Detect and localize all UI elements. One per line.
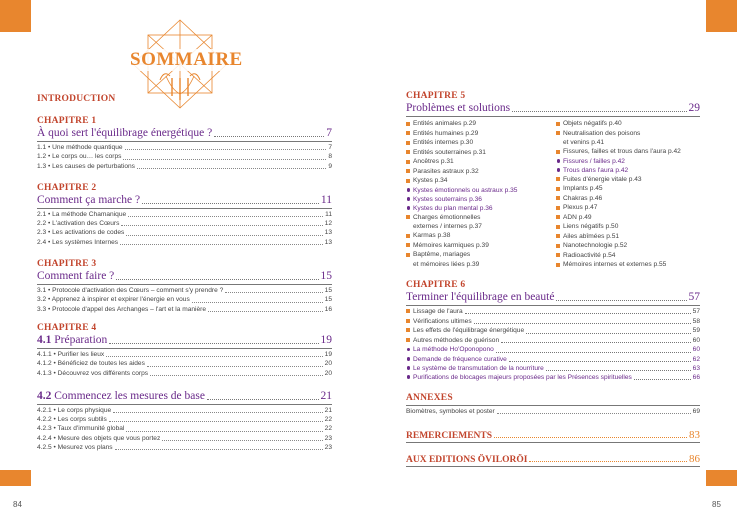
chapter-2	[37, 183, 332, 247]
toc-item[interactable]: 4.2.2 • Les corps subtils 22	[37, 416, 332, 424]
chapter-label: CHAPITRE 1	[37, 116, 97, 126]
square-bullet-icon	[406, 160, 410, 164]
square-bullet-icon	[406, 253, 410, 257]
toc-item[interactable]: Les effets de l'équilibrage énergétique 59	[406, 326, 700, 336]
section-title[interactable]: 4.1 Préparation 19	[37, 333, 332, 346]
divider	[37, 284, 332, 285]
divider	[37, 348, 332, 349]
dot-bullet-icon	[557, 168, 561, 172]
dot-bullet-icon	[557, 159, 561, 163]
square-bullet-icon	[556, 131, 560, 135]
topic-item[interactable]: et venins p.41	[563, 139, 605, 146]
chapter-6-title[interactable]: Terminer l'équilibrage en beauté 57	[406, 290, 700, 303]
toc-item[interactable]: 2.3 • Les activations de codes 13	[37, 229, 332, 237]
topic-item[interactable]: Entités internes p.30	[406, 138, 556, 148]
section-4.2	[37, 390, 332, 452]
toc-item[interactable]: 4.2.4 • Mesure des objets que vous portez 23	[37, 434, 332, 442]
toc-item[interactable]: 4.2.3 • Taux d'immunité global 22	[37, 425, 332, 433]
square-bullet-icon	[406, 131, 410, 135]
square-bullet-icon	[406, 234, 410, 238]
topic-item[interactable]: Entités souterraines p.31	[406, 148, 556, 158]
topic-item[interactable]: ADN p.49	[556, 213, 700, 223]
divider	[37, 404, 332, 405]
topic-item[interactable]: Radioactivité p.54	[556, 251, 700, 261]
square-bullet-icon	[406, 150, 410, 154]
corner-tab-top-left	[0, 0, 31, 32]
square-bullet-icon	[556, 263, 560, 267]
editions-entry[interactable]: AUX EDITIONS ÖVILORÖI 86	[406, 453, 700, 466]
toc-item[interactable]: Purifications de blocages majeurs proposées par les Présences spirituelles 66	[406, 373, 700, 382]
chapter-label: CHAPITRE 3	[37, 259, 97, 270]
square-bullet-icon	[406, 328, 410, 332]
topic-item[interactable]: Mémoires internes et externes p.55	[556, 260, 700, 270]
toc-item[interactable]: Lissage de l'aura 57	[406, 307, 700, 317]
topic-item[interactable]: Charges émotionnelles	[406, 213, 556, 223]
toc-item[interactable]: Le système de transmutation de la nourriture 63	[406, 364, 700, 373]
topic-item[interactable]: Parasites astraux p.32	[406, 167, 556, 177]
toc-item[interactable]: 3.3 • Protocole d'appel des Archanges – l'art et la manière 16	[37, 305, 332, 313]
square-bullet-icon	[406, 319, 410, 323]
toc-item[interactable]: 1.2 • Le corps ou… les corps 8	[37, 153, 332, 161]
dot-bullet-icon	[407, 188, 411, 192]
chapter-4	[37, 323, 332, 452]
square-bullet-icon	[406, 169, 410, 173]
topic-item[interactable]: Fissures, failles et trous dans l'aura p.42	[556, 147, 700, 157]
divider	[37, 208, 332, 209]
topic-item[interactable]: Baptême, mariages	[406, 250, 556, 260]
page-number-right: 85	[712, 500, 721, 509]
left-toc	[37, 116, 332, 452]
topic-item[interactable]: Liens négatifs p.50	[556, 222, 700, 232]
toc-item[interactable]: 4.1.2 • Bénéficiez de toutes les aides 20	[37, 360, 332, 368]
topic-item[interactable]: Implants p.45	[556, 184, 700, 194]
toc-item[interactable]: La méthode Ho'Oponopono 60	[406, 345, 700, 354]
right-toc	[406, 91, 700, 468]
toc-item[interactable]: 4.2.5 • Mesurez vos plans 23	[37, 444, 332, 452]
corner-tab-bottom-left	[0, 470, 31, 486]
topic-item[interactable]: Trous dans l'aura p.42	[556, 166, 700, 175]
square-bullet-icon	[556, 215, 560, 219]
topic-item[interactable]: Fissures / failles p.42	[556, 157, 700, 166]
annexes-label: ANNEXES	[406, 393, 453, 404]
chapter-5-title[interactable]: Problèmes et solutions 29	[406, 102, 700, 114]
dot-bullet-icon	[407, 366, 411, 370]
square-bullet-icon	[556, 225, 560, 229]
sommaire-logo	[130, 18, 243, 110]
chapter-label: CHAPITRE 2	[37, 182, 97, 193]
square-bullet-icon	[556, 244, 560, 248]
chapter-5-label: CHAPITRE 5	[406, 91, 466, 101]
square-bullet-icon	[556, 150, 560, 154]
chapter-5-topics	[406, 119, 700, 270]
square-bullet-icon	[556, 206, 560, 210]
divider	[406, 442, 700, 443]
annexes	[406, 393, 700, 416]
topic-item[interactable]: Entités animales p.29	[406, 119, 556, 129]
topic-item[interactable]: Kystes du plan mental p.36	[406, 204, 556, 213]
chapter-title[interactable]: Comment ça marche ? 11	[37, 193, 332, 206]
introduction-heading[interactable]: INTRODUCTION	[37, 94, 116, 104]
toc-item[interactable]: Autres méthodes de guérison 60	[406, 336, 700, 346]
square-bullet-icon	[406, 243, 410, 247]
dot-bullet-icon	[407, 348, 411, 352]
toc-item[interactable]: 2.4 • Les systèmes Internes 13	[37, 238, 332, 246]
square-bullet-icon	[406, 215, 410, 219]
toc-item[interactable]: 1.1 • Une méthode quantique 7	[37, 144, 332, 151]
dot-bullet-icon	[407, 197, 411, 201]
chapter-title[interactable]: Comment faire ? 15	[37, 270, 332, 283]
topic-item[interactable]: Plexus p.47	[556, 203, 700, 213]
divider	[37, 141, 332, 142]
chapter-4-label: CHAPITRE 4	[37, 322, 97, 333]
topic-item[interactable]: Neutralisation des poisons	[556, 129, 700, 139]
toc-item[interactable]: 1.3 • Les causes de perturbations 9	[37, 162, 332, 170]
divider	[406, 466, 700, 467]
toc-item[interactable]: 3.2 • Apprenez à inspirer et expirer l'énergie en vous 15	[37, 296, 332, 304]
topic-item[interactable]: Nanotechnologie p.52	[556, 241, 700, 251]
toc-item[interactable]: Vérifications ultimes 58	[406, 316, 700, 326]
square-bullet-icon	[406, 338, 410, 342]
remerciements-entry[interactable]: REMERCIEMENTS 83	[406, 429, 700, 442]
square-bullet-icon	[406, 141, 410, 145]
topic-item[interactable]: Mémoires karmiques p.39	[406, 241, 556, 251]
divider	[406, 116, 700, 117]
topic-item[interactable]: Fuites d'énergie vitale p.43	[556, 175, 700, 185]
square-bullet-icon	[556, 196, 560, 200]
square-bullet-icon	[556, 177, 560, 181]
toc-item[interactable]: 2.1 • La méthode Chamanique 11	[37, 210, 332, 218]
square-bullet-icon	[556, 234, 560, 238]
toc-item[interactable]: 4.1.1 • Purifier les lieux 19	[37, 350, 332, 358]
chapter-6-label: CHAPITRE 6	[406, 279, 466, 290]
square-bullet-icon	[556, 187, 560, 191]
topic-item[interactable]: Chakras p.46	[556, 194, 700, 204]
section-title[interactable]: 4.2 Commencez les mesures de base 21	[37, 389, 332, 402]
dot-bullet-icon	[407, 357, 411, 361]
toc-item[interactable]: Demande de fréquence curative 62	[406, 355, 700, 364]
square-bullet-icon	[556, 253, 560, 257]
topic-item[interactable]: et mémoires liées p.39	[413, 260, 480, 268]
chapter-3	[37, 259, 332, 314]
topic-item[interactable]: Kystes p.34	[406, 176, 556, 186]
toc-item[interactable]: 4.1.3 • Découvrez vos différents corps 20	[37, 369, 332, 377]
topic-item[interactable]: externes / internes p.37	[413, 223, 482, 230]
toc-item[interactable]: 3.1 • Protocole d'activation des Cœurs – comment s'y prendre ? 15	[37, 287, 332, 295]
section-4.1	[37, 334, 332, 378]
page-number-left: 84	[13, 500, 22, 509]
divider	[406, 405, 700, 406]
topic-item[interactable]: Kystes émotionnels ou astraux p.35	[406, 186, 556, 195]
square-bullet-icon	[406, 179, 410, 183]
dot-bullet-icon	[407, 206, 411, 210]
corner-tab-top-right	[706, 0, 737, 32]
chapter-6	[406, 280, 700, 383]
corner-tab-bottom-right	[706, 470, 737, 486]
topic-item[interactable]: Ailes abîmées p.51	[556, 232, 700, 242]
chapter-title[interactable]: À quoi sert l'équilibrage énergétique ? 7	[37, 127, 332, 139]
toc-item[interactable]: 4.2.1 • Le corps physique 21	[37, 406, 332, 414]
divider	[406, 305, 700, 306]
square-bullet-icon	[556, 122, 560, 126]
chapter-1	[37, 116, 332, 171]
topic-item[interactable]: Kystes souterrains p.36	[406, 195, 556, 204]
topic-item[interactable]: Entités humaines p.29	[406, 129, 556, 139]
chapter-5	[406, 91, 700, 270]
topic-item[interactable]: Objets négatifs p.40	[556, 119, 700, 129]
topic-item[interactable]: Karmas p.38	[406, 231, 556, 241]
square-bullet-icon	[406, 122, 410, 126]
dot-bullet-icon	[407, 375, 411, 379]
toc-item[interactable]: Biomètres, symboles et poster 69	[406, 408, 700, 416]
topic-item[interactable]: Ancêtres p.31	[406, 157, 556, 167]
square-bullet-icon	[406, 309, 410, 313]
sommaire-title: SOMMAIRE	[130, 49, 243, 70]
toc-item[interactable]: 2.2 • L'activation des Cœurs 12	[37, 220, 332, 228]
